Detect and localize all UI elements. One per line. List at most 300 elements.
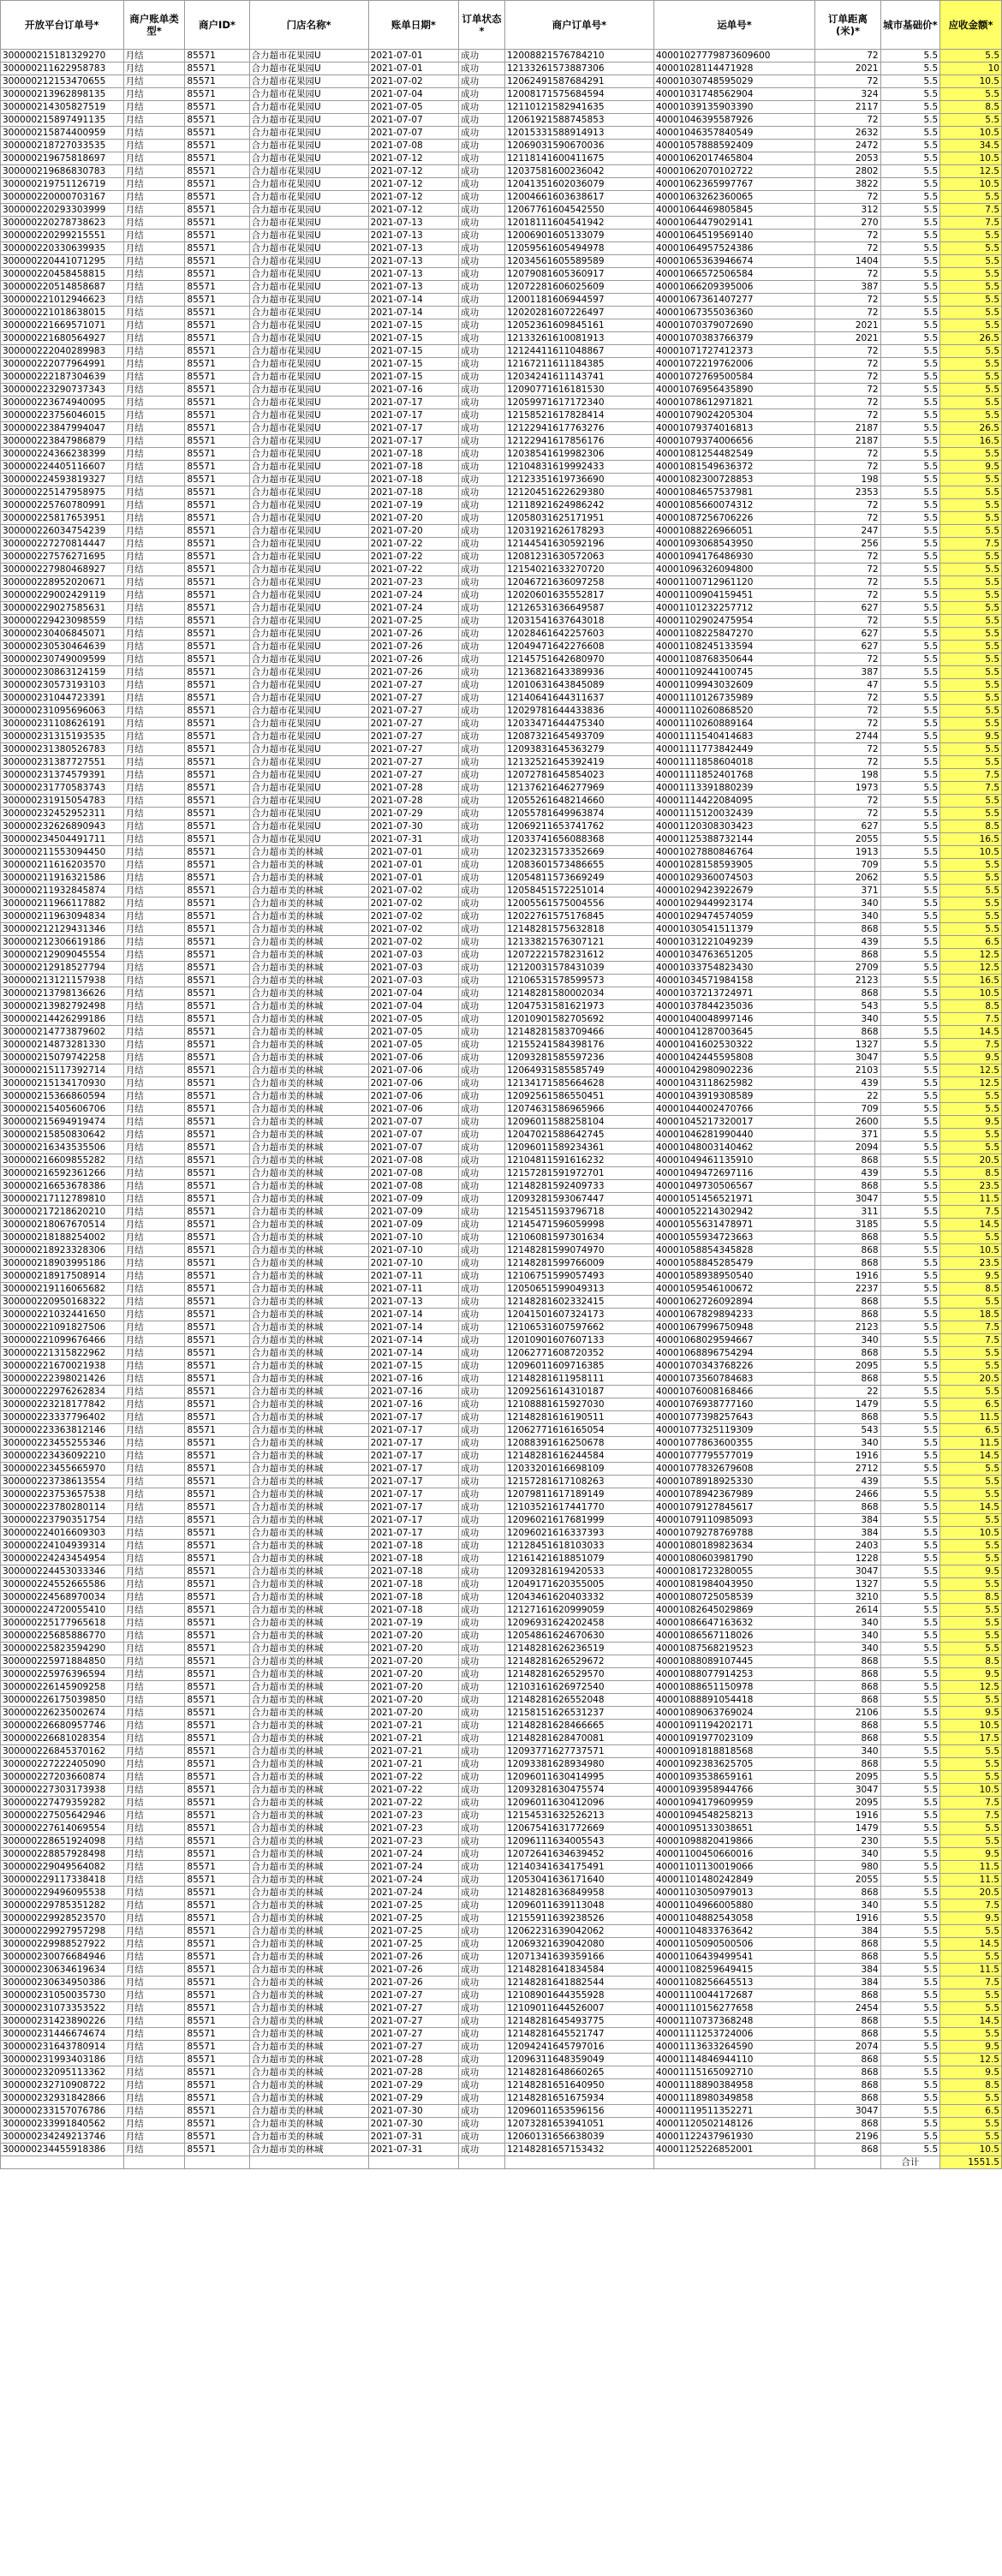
bill-type-cell: 月结 [123, 936, 185, 949]
waybill-no-cell: 40001031748562904 [653, 88, 814, 101]
table-row [1, 1643, 1002, 1655]
table-row [1, 204, 1002, 217]
amount-cell: 5.5 [940, 1951, 1002, 1964]
amount-cell: 6.5 [940, 1424, 1002, 1437]
platform-order-no-cell: 300000211963094834 [1, 910, 124, 923]
distance-cell: 3047 [815, 1193, 880, 1206]
bill-type-cell: 月结 [123, 2015, 185, 2028]
platform-order-no-cell: 300000225147958975 [1, 486, 124, 499]
order-status-cell: 成功 [459, 1244, 505, 1257]
store-name-cell: 合力超市花果园U [249, 101, 368, 114]
order-status-cell: 成功 [459, 2131, 505, 2144]
bill-type-cell: 月结 [123, 358, 185, 371]
bill-type-cell: 月结 [123, 486, 185, 499]
waybill-no-cell: 40001062726092894 [653, 1296, 814, 1309]
base-price-cell: 5.5 [880, 1977, 940, 1989]
table-row [1, 178, 1002, 191]
bill-type-cell: 月结 [123, 1398, 185, 1411]
distance-cell: 72 [815, 50, 880, 63]
base-price-cell: 5.5 [880, 589, 940, 602]
distance-cell: 2187 [815, 435, 880, 448]
table-row [1, 1450, 1002, 1463]
distance-cell: 387 [815, 281, 880, 294]
merchant-order-no-cell: 12133821576307121 [504, 936, 653, 949]
amount-cell: 7.5 [940, 1797, 1002, 1810]
platform-order-no-cell: 300000223674940095 [1, 397, 124, 409]
order-status-cell: 成功 [459, 127, 505, 140]
bill-type-cell: 月结 [123, 2144, 185, 2156]
base-price-cell: 5.5 [880, 486, 940, 499]
waybill-no-cell: 40001118890384958 [653, 2079, 814, 2092]
distance-cell: 270 [815, 217, 880, 230]
merchant-id-cell: 85571 [185, 666, 249, 679]
merchant-order-no-cell: 12020601635552817 [504, 589, 653, 602]
merchant-order-no-cell: 12037581600236042 [504, 165, 653, 178]
distance-cell: 1913 [815, 846, 880, 859]
distance-cell: 2472 [815, 140, 880, 152]
bill-date-cell: 2021-07-17 [368, 1450, 458, 1463]
merchant-id-cell: 85571 [185, 1784, 249, 1797]
waybill-no-cell: 40001076938777160 [653, 1398, 814, 1411]
table-row [1, 1758, 1002, 1771]
amount-cell: 9.5 [940, 1565, 1002, 1578]
platform-order-no-cell: 300000224593819327 [1, 474, 124, 486]
amount-cell: 5.5 [940, 1103, 1002, 1116]
bill-date-cell: 2021-07-17 [368, 1424, 458, 1437]
bill-type-cell: 月结 [123, 2118, 185, 2131]
merchant-order-no-cell: 12061921588745853 [504, 114, 653, 127]
order-status-cell: 成功 [459, 987, 505, 1000]
merchant-id-cell: 85571 [185, 2092, 249, 2105]
bill-date-cell: 2021-07-25 [368, 615, 458, 628]
merchant-order-no-cell: 12049171620355005 [504, 1578, 653, 1591]
merchant-order-no-cell: 12104831619992433 [504, 461, 653, 474]
base-price-cell: 5.5 [880, 923, 940, 936]
waybill-no-cell: 40001041287003645 [653, 1026, 814, 1039]
distance-cell: 2062 [815, 872, 880, 885]
merchant-order-no-cell: 12148281648660265 [504, 2066, 653, 2079]
waybill-no-cell: 40001079374006656 [653, 435, 814, 448]
platform-order-no-cell: 300000226145909258 [1, 1681, 124, 1694]
platform-order-no-cell: 300000231380526783 [1, 743, 124, 756]
table-row [1, 987, 1002, 1000]
bill-type-cell: 月结 [123, 833, 185, 846]
merchant-id-cell: 85571 [185, 628, 249, 641]
merchant-order-no-cell: 12154531632526213 [504, 1810, 653, 1822]
merchant-order-no-cell: 12108901644355928 [504, 1989, 653, 2002]
store-name-cell: 合力超市美的林城 [249, 859, 368, 872]
bill-type-cell: 月结 [123, 1527, 185, 1540]
table-row [1, 769, 1002, 782]
waybill-no-cell: 40001081723280055 [653, 1565, 814, 1578]
platform-order-no-cell: 300000215079742258 [1, 1052, 124, 1064]
table-row [1, 1270, 1002, 1283]
distance-cell: 868 [815, 1231, 880, 1244]
table-row [1, 1964, 1002, 1977]
bill-date-cell: 2021-07-02 [368, 910, 458, 923]
table-row [1, 2105, 1002, 2118]
distance-cell: 2403 [815, 1540, 880, 1553]
bill-type-cell: 月结 [123, 448, 185, 461]
store-name-cell: 合力超市美的林城 [249, 1861, 368, 1874]
merchant-order-no-cell: 12096311648359049 [504, 2054, 653, 2066]
store-name-cell: 合力超市花果园U [249, 255, 368, 268]
table-row [1, 1771, 1002, 1784]
distance-cell: 384 [815, 1977, 880, 1989]
table-row [1, 846, 1002, 859]
bill-type-cell: 月结 [123, 1707, 185, 1720]
store-name-cell: 合力超市美的林城 [249, 2131, 368, 2144]
base-price-cell: 5.5 [880, 538, 940, 551]
merchant-id-cell: 85571 [185, 1244, 249, 1257]
table-row [1, 358, 1002, 371]
merchant-id-cell: 85571 [185, 1810, 249, 1822]
merchant-order-no-cell: 12096011609716385 [504, 1360, 653, 1373]
bill-type-cell: 月结 [123, 178, 185, 191]
bill-date-cell: 2021-07-17 [368, 1527, 458, 1540]
waybill-no-cell: 40001113391880239 [653, 782, 814, 795]
bill-date-cell: 2021-07-18 [368, 474, 458, 486]
amount-cell: 5.5 [940, 564, 1002, 576]
order-status-cell: 成功 [459, 1835, 505, 1848]
amount-cell: 5.5 [940, 1835, 1002, 1848]
store-name-cell: 合力超市美的林城 [249, 1321, 368, 1334]
base-price-cell: 5.5 [880, 435, 940, 448]
amount-cell: 5.5 [940, 371, 1002, 384]
base-price-cell: 5.5 [880, 1553, 940, 1565]
merchant-id-cell: 85571 [185, 191, 249, 204]
bill-date-cell: 2021-07-26 [368, 666, 458, 679]
waybill-no-cell: 40001076008168466 [653, 1386, 814, 1398]
table-row [1, 1386, 1002, 1398]
bill-date-cell: 2021-07-26 [368, 1951, 458, 1964]
bill-type-cell: 月结 [123, 1514, 185, 1527]
order-status-cell: 成功 [459, 833, 505, 846]
order-status-cell: 成功 [459, 872, 505, 885]
distance-cell: 439 [815, 1476, 880, 1488]
order-status-cell: 成功 [459, 88, 505, 101]
empty-cell [459, 2156, 505, 2169]
order-status-cell: 成功 [459, 1424, 505, 1437]
total-row [1, 2156, 1002, 2169]
merchant-id-cell: 85571 [185, 152, 249, 165]
order-status-cell: 成功 [459, 1450, 505, 1463]
table-row [1, 1604, 1002, 1617]
merchant-id-cell: 85571 [185, 422, 249, 435]
store-name-cell: 合力超市美的林城 [249, 1617, 368, 1630]
amount-cell: 5.5 [940, 294, 1002, 307]
base-price-cell: 5.5 [880, 409, 940, 422]
order-status-cell: 成功 [459, 1090, 505, 1103]
bill-date-cell: 2021-07-17 [368, 422, 458, 435]
table-row [1, 1090, 1002, 1103]
platform-order-no-cell: 300000220299215551 [1, 230, 124, 242]
platform-order-no-cell: 300000222040289983 [1, 345, 124, 358]
empty-cell [123, 2156, 185, 2169]
base-price-cell: 5.5 [880, 1244, 940, 1257]
distance-cell: 868 [815, 1257, 880, 1270]
distance-cell: 22 [815, 1386, 880, 1398]
bill-date-cell: 2021-07-20 [368, 1655, 458, 1668]
merchant-id-cell: 85571 [185, 1476, 249, 1488]
base-price-cell: 5.5 [880, 936, 940, 949]
merchant-order-no-cell: 12043461620403332 [504, 1591, 653, 1604]
distance-cell: 72 [815, 345, 880, 358]
empty-cell [1, 2156, 124, 2169]
distance-cell: 340 [815, 1630, 880, 1643]
distance-cell: 2021 [815, 319, 880, 332]
merchant-id-cell: 85571 [185, 230, 249, 242]
merchant-order-no-cell: 12072641634639452 [504, 1848, 653, 1861]
column-header: 门店名称* [249, 1, 368, 50]
base-price-cell: 5.5 [880, 666, 940, 679]
order-status-cell: 成功 [459, 820, 505, 833]
distance-cell: 868 [815, 987, 880, 1000]
waybill-no-cell: 40001119511352271 [653, 2105, 814, 2118]
bill-type-cell: 月结 [123, 730, 185, 743]
bill-type-cell: 月结 [123, 255, 185, 268]
table-row [1, 910, 1002, 923]
table-row [1, 564, 1002, 576]
distance-cell: 72 [815, 242, 880, 255]
base-price-cell: 5.5 [880, 1989, 940, 2002]
order-status-cell: 成功 [459, 718, 505, 730]
bill-date-cell: 2021-07-21 [368, 1732, 458, 1745]
base-price-cell: 5.5 [880, 114, 940, 127]
empty-cell [653, 2156, 814, 2169]
order-status-cell: 成功 [459, 165, 505, 178]
distance-cell: 868 [815, 949, 880, 962]
waybill-no-cell: 40001077795577019 [653, 1450, 814, 1463]
base-price-cell: 5.5 [880, 859, 940, 872]
base-price-cell: 5.5 [880, 1694, 940, 1707]
base-price-cell: 5.5 [880, 512, 940, 525]
table-row [1, 1142, 1002, 1154]
base-price-cell: 5.5 [880, 1180, 940, 1193]
store-name-cell: 合力超市花果园U [249, 551, 368, 564]
amount-cell: 5.5 [940, 923, 1002, 936]
table-row [1, 653, 1002, 666]
distance-cell: 439 [815, 936, 880, 949]
amount-cell: 5.5 [940, 2092, 1002, 2105]
amount-cell: 10.5 [940, 1244, 1002, 1257]
table-row [1, 923, 1002, 936]
distance-cell: 384 [815, 1514, 880, 1527]
bill-type-cell: 月结 [123, 576, 185, 589]
merchant-order-no-cell: 12033741656088368 [504, 833, 653, 846]
store-name-cell: 合力超市美的林城 [249, 2092, 368, 2105]
amount-cell: 5.5 [940, 1745, 1002, 1758]
order-status-cell: 成功 [459, 1309, 505, 1321]
platform-order-no-cell: 300000215897491135 [1, 114, 124, 127]
order-status-cell: 成功 [459, 1488, 505, 1501]
order-status-cell: 成功 [459, 307, 505, 319]
distance-cell: 2117 [815, 101, 880, 114]
waybill-no-cell: 40001088651150978 [653, 1681, 814, 1694]
distance-cell: 72 [815, 499, 880, 512]
base-price-cell: 5.5 [880, 2041, 940, 2054]
bill-type-cell: 月结 [123, 1283, 185, 1296]
base-price-cell: 5.5 [880, 1334, 940, 1347]
waybill-no-cell: 40001093538659161 [653, 1771, 814, 1784]
merchant-order-no-cell: 12038541619982306 [504, 448, 653, 461]
store-name-cell: 合力超市美的林城 [249, 1090, 368, 1103]
waybill-no-cell: 40001068029594667 [653, 1334, 814, 1347]
merchant-order-no-cell: 12096011639113048 [504, 1899, 653, 1912]
bill-date-cell: 2021-07-15 [368, 1360, 458, 1373]
base-price-cell: 5.5 [880, 1000, 940, 1013]
bill-type-cell: 月结 [123, 602, 185, 615]
bill-type-cell: 月结 [123, 538, 185, 551]
waybill-no-cell: 40001086567118026 [653, 1630, 814, 1643]
merchant-order-no-cell: 12158521617828414 [504, 409, 653, 422]
bill-type-cell: 月结 [123, 1476, 185, 1488]
order-status-cell: 成功 [459, 962, 505, 975]
store-name-cell: 合力超市美的林城 [249, 1655, 368, 1668]
bill-type-cell: 月结 [123, 1694, 185, 1707]
amount-cell: 20.5 [940, 1887, 1002, 1899]
platform-order-no-cell: 300000227576271695 [1, 551, 124, 564]
amount-cell: 9.5 [940, 1668, 1002, 1681]
bill-type-cell: 月结 [123, 345, 185, 358]
distance-cell: 439 [815, 1167, 880, 1180]
base-price-cell: 5.5 [880, 897, 940, 910]
column-header: 应收金额* [940, 1, 1002, 50]
table-row [1, 1899, 1002, 1912]
platform-order-no-cell: 300000220330639935 [1, 242, 124, 255]
merchant-id-cell: 85571 [185, 397, 249, 409]
platform-order-no-cell: 300000229927957298 [1, 1925, 124, 1938]
merchant-order-no-cell: 12148281628470081 [504, 1732, 653, 1745]
merchant-id-cell: 85571 [185, 1540, 249, 1553]
amount-cell: 9.5 [940, 1707, 1002, 1720]
bill-type-cell: 月结 [123, 1655, 185, 1668]
merchant-id-cell: 85571 [185, 140, 249, 152]
base-price-cell: 5.5 [880, 1013, 940, 1026]
order-status-cell: 成功 [459, 512, 505, 525]
bill-date-cell: 2021-07-12 [368, 178, 458, 191]
bill-type-cell: 月结 [123, 268, 185, 281]
merchant-id-cell: 85571 [185, 1052, 249, 1064]
order-status-cell: 成功 [459, 1476, 505, 1488]
bill-date-cell: 2021-07-21 [368, 1758, 458, 1771]
order-status-cell: 成功 [459, 602, 505, 615]
platform-order-no-cell: 300000224720055410 [1, 1604, 124, 1617]
merchant-id-cell: 85571 [185, 268, 249, 281]
store-name-cell: 合力超市美的林城 [249, 1951, 368, 1964]
bill-date-cell: 2021-07-22 [368, 1771, 458, 1784]
bill-date-cell: 2021-07-08 [368, 1167, 458, 1180]
base-price-cell: 5.5 [880, 384, 940, 397]
merchant-order-no-cell: 12020281607226497 [504, 307, 653, 319]
store-name-cell: 合力超市花果园U [249, 474, 368, 486]
distance-cell: 72 [815, 718, 880, 730]
bill-type-cell: 月结 [123, 1912, 185, 1925]
distance-cell: 22 [815, 1090, 880, 1103]
waybill-no-cell: 40001067996750948 [653, 1321, 814, 1334]
table-row [1, 897, 1002, 910]
table-row [1, 1347, 1002, 1360]
platform-order-no-cell: 300000232095113362 [1, 2066, 124, 2079]
merchant-order-no-cell: 12157281591972701 [504, 1167, 653, 1180]
waybill-no-cell: 40001109244100745 [653, 666, 814, 679]
store-name-cell: 合力超市花果园U [249, 217, 368, 230]
base-price-cell: 5.5 [880, 833, 940, 846]
bill-date-cell: 2021-07-17 [368, 1488, 458, 1501]
merchant-order-no-cell: 12148281626236519 [504, 1643, 653, 1655]
store-name-cell: 合力超市美的林城 [249, 1565, 368, 1578]
amount-cell: 5.5 [940, 859, 1002, 872]
waybill-no-cell: 40001093958944766 [653, 1784, 814, 1797]
order-status-cell: 成功 [459, 1797, 505, 1810]
bill-type-cell: 月结 [123, 294, 185, 307]
order-status-cell: 成功 [459, 114, 505, 127]
bill-date-cell: 2021-07-01 [368, 859, 458, 872]
merchant-id-cell: 85571 [185, 2028, 249, 2041]
merchant-id-cell: 85571 [185, 1386, 249, 1398]
distance-cell: 72 [815, 268, 880, 281]
bill-date-cell: 2021-07-20 [368, 512, 458, 525]
merchant-order-no-cell: 12148281616244584 [504, 1450, 653, 1463]
merchant-order-no-cell: 12096931624202458 [504, 1617, 653, 1630]
merchant-order-no-cell: 12096011653596156 [504, 2105, 653, 2118]
base-price-cell: 5.5 [880, 1758, 940, 1771]
bill-date-cell: 2021-07-31 [368, 2131, 458, 2144]
table-row [1, 1912, 1002, 1925]
store-name-cell: 合力超市美的林城 [249, 1694, 368, 1707]
waybill-no-cell: 40001122437961930 [653, 2131, 814, 2144]
order-status-cell: 成功 [459, 885, 505, 897]
merchant-id-cell: 85571 [185, 782, 249, 795]
empty-cell [368, 2156, 458, 2169]
waybill-no-cell: 40001059546100672 [653, 1283, 814, 1296]
distance-cell: 72 [815, 692, 880, 705]
store-name-cell: 合力超市美的林城 [249, 1604, 368, 1617]
bill-type-cell: 月结 [123, 217, 185, 230]
order-status-cell: 成功 [459, 2015, 505, 2028]
waybill-no-cell: 40001101232257712 [653, 602, 814, 615]
bill-date-cell: 2021-07-06 [368, 1090, 458, 1103]
bill-date-cell: 2021-07-01 [368, 846, 458, 859]
merchant-order-no-cell: 12127161620999059 [504, 1604, 653, 1617]
merchant-order-no-cell: 12167211611184385 [504, 358, 653, 371]
merchant-order-no-cell: 12148281641834584 [504, 1964, 653, 1977]
merchant-order-no-cell: 12047531581621973 [504, 1000, 653, 1013]
order-status-cell: 成功 [459, 551, 505, 564]
total-amount: 1551.5 [940, 2156, 1002, 2169]
bill-date-cell: 2021-07-14 [368, 1334, 458, 1347]
bill-date-cell: 2021-07-22 [368, 564, 458, 576]
platform-order-no-cell: 300000231770583743 [1, 782, 124, 795]
amount-cell: 5.5 [940, 1231, 1002, 1244]
order-status-cell: 成功 [459, 756, 505, 769]
base-price-cell: 5.5 [880, 1964, 940, 1977]
bill-type-cell: 月结 [123, 1732, 185, 1745]
table-row [1, 885, 1002, 897]
bill-date-cell: 2021-07-27 [368, 692, 458, 705]
bill-type-cell: 月结 [123, 1977, 185, 1989]
table-row [1, 1540, 1002, 1553]
bill-date-cell: 2021-07-16 [368, 384, 458, 397]
order-status-cell: 成功 [459, 1681, 505, 1694]
base-price-cell: 5.5 [880, 1167, 940, 1180]
bill-type-cell: 月结 [123, 1154, 185, 1167]
table-row [1, 217, 1002, 230]
order-status-cell: 成功 [459, 1347, 505, 1360]
order-status-cell: 成功 [459, 319, 505, 332]
bill-date-cell: 2021-07-17 [368, 1437, 458, 1450]
bill-type-cell: 月结 [123, 2054, 185, 2066]
